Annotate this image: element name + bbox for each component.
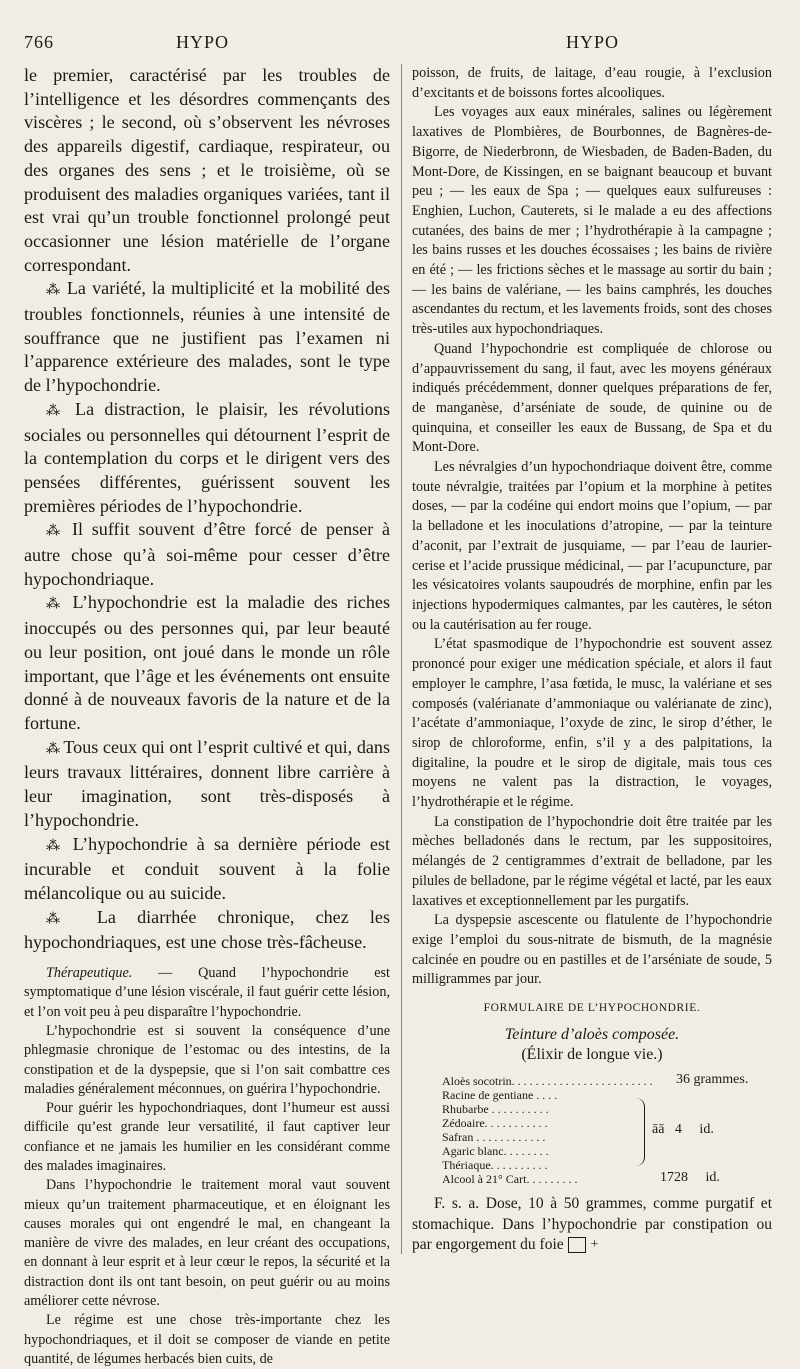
paragraph: poisson, de fruits, de laitage, d’eau rougie, à l’exclusion d’excitants et de boissons fortes alcooliques. — [412, 65, 772, 101]
paragraph: ⁂ La variété, la multiplicité et la mobilité des troubles fonctionnels, réunies à une intensité de souffrance que ne justifient pas l’examen ni l’apparence extérieure des malades, sont le type de l’hypochondrie. — [24, 278, 390, 396]
formulary-title: FORMULAIRE DE L’HYPOCHONDRIE. — [483, 1002, 701, 1015]
paragraph: La constipation de l’hypochondrie doit être traitée par les mèches belladonés dans le rectum, par les suppositoires, mélangés de 2 centigrammes d’extrait de belladone, par les pilules de belladone, par le régime végétal et lacté, par les eaux laxatives et exceptionnellement par les purgatifs. — [412, 813, 772, 909]
paragraph: Les névralgies d’un hypochondriaque doivent être, comme toute névralgie, traitées par l’opium et la morphine à petites doses, — par la codéine qui endort moins que l’opium, — par la belladone et les inoculations d’atropine, — par la teinture d’aconit, par l’extrait de jusquiame, — par l’eau de laurier-cerise et l’acide prussique médicinal, — par l’acupuncture, par les vésicatoires volants saupoudrés de morphine, enfin par les injections hypodermiques calmantes, par les cautères, le séton ou la cautérisation au fer rouge. — [412, 459, 772, 633]
paragraph: La dyspepsie ascescente ou flatulente de l’hypochondrie exige l’emploi du sous-nitrate de bismuth, de la magnésie calcinée en poudre ou en pastilles et de l’arséniate de soude, 5 milligrammes par jour. — [412, 912, 772, 988]
asterism-icon: ⁂ — [46, 403, 65, 419]
asterism-icon: ⁂ — [46, 741, 60, 757]
paragraph: le premier, caractérisé par les troubles de l’intelligence et les désordres commençants des viscères ; le second, où s’observent les névroses des appareils digestif, cardiaque, respirateur, ou des organes des sens ; et le troisième, où se produisent des maladies organiques variées, tant il est vrai qu’un trouble fonctionnel prolongé peut occasionner une lésion matérielle de l’organe correspondant. — [24, 65, 390, 275]
ingredient-quantity: āā 4 id. — [652, 1122, 714, 1138]
paragraph: ⁂ L’hypochondrie à sa dernière période est incurable et conduit souvent à la folie mélancolique ou au suicide. — [24, 833, 391, 903]
ingredient: Thériaque. . . . . . . . . . — [442, 1158, 548, 1173]
section-label: Thérapeutique. — [46, 965, 133, 982]
right-column — [412, 64, 772, 1256]
asterism-icon: ⁂ — [46, 283, 61, 299]
paragraph: ⁂ Tous ceux qui ont l’esprit cultivé et qui, dans leurs travaux littéraires, donnent libre carrière à leur imagination, sont très-disposés à l’hypochondrie. — [24, 736, 390, 830]
ingredient-quantity: 36 grammes. — [676, 1072, 749, 1088]
paragraph: ⁂ Il suffit souvent d’être forcé de penser à autre chose qu’à soi-même pour cesser d’être hypochondriaque. — [24, 519, 391, 589]
ingredient: Safran . . . . . . . . . . . . — [442, 1130, 546, 1145]
ingredient: Agaric blanc. . . . . . . . — [442, 1144, 549, 1159]
ingredient-quantity: 1728 id. — [660, 1170, 720, 1186]
paragraph: ⁂ L’hypochondrie est la maladie des riches inoccupés ou des personnes qui, par leur beauté ou leur position, ont joué dans le monde un rôle important, que l’âge et les événements ont ensuite donné à de nouveaux favoris de la nature et de la fortune. — [24, 592, 390, 733]
recipe-table — [412, 1074, 772, 1186]
ingredient: Zédoaire. . . . . . . . . . . — [442, 1116, 548, 1131]
paragraph: L’hypochondrie est si souvent la conséquence d’une phlegmasie chronique de l’estomac ou des intestins, de la constipation et de la dyspepsie, que si l’on sait combattre ces maladies généralement méconnues, on guérira l’hypochondrie. — [24, 1022, 390, 1097]
asterism-icon: ⁂ — [46, 524, 64, 540]
paragraph: Les voyages aux eaux minérales, salines ou légèrement laxatives de Plombières, de Bourbonnes, de Bagnères-de-Bigorre, de Niederbronn, de Wiesbaden, de Baden-Baden, du Mont-Dore, de Kissingen, en se baignant beaucoup et buvant peu ; — les eaux de Spa ; — quelques eaux sulfureuses : Enghien, Luchon, Cauterets, si le malade a eu des affections cutanées, des bains de mer ; l’hydrothérapie à la campagne ; les bains russes et les douches écossaises ; les bains de rivière en été ; — les frictions sèches et le massage au sortir du bain ; — les bains de valériane, — les bains camphrés, les douches ascendantes du rectum, et les lavements froids, sont des choses très-utiles aux hypochondriaques. — [412, 104, 772, 338]
ingredient: Alcool à 21° Cart. . . . . . . . . — [442, 1172, 578, 1187]
paragraph: Le régime est une chose très-importante chez les hypochondriaques, et il doit se composer de viande en petite quantité, de légumes herbacés bien cuits, de — [24, 1312, 390, 1367]
asterism-icon: ⁂ — [46, 838, 64, 854]
column-divider — [401, 64, 402, 1254]
paragraph: Quand l’hypochondrie est compliquée de chlorose ou d’appauvrissement du sang, il faut, avec les moyens généraux indiqués précédemment, donner quelques préparations de fer, de manganèse, d’arséniate de soude, de quinine ou de quinquina, et conseiller les eaux de Bussang, de Spa et du Mont-Dore. — [412, 340, 772, 456]
asterism-icon: ⁂ — [46, 911, 76, 927]
page-number: 766 — [24, 32, 54, 52]
left-column — [24, 64, 390, 1369]
paragraph: Pour guérir les hypochondriaques, dont l’humeur est aussi difficile qu’est grande leur versatilité, il faut captiver leur confiance et ne jamais les humilier en les considérant comme des malades imaginaires. — [24, 1100, 390, 1174]
paragraph: L’état spasmodique de l’hypochondrie est souvent assez prononcé pour exiger une médication spéciale, et alors il faut employer le camphre, l’asa fœtida, le musc, la valériane et ses composés (valérianate d’ammoniaque ou valérianate de zinc), l’acétate d’ammoniaque, l’oxyde de zinc, le sirop d’éther, le sirop de chloroforme, enfin, s’il y a des palpitations, la digitaline, la poudre et le sirop de digitale, mais tous ces moyens ne valent pas la distraction, le voyages, l’hydrothérapie et le régime. — [412, 636, 772, 811]
ingredient: Racine de gentiane . . . . — [442, 1088, 558, 1103]
recipe-subtitle: (Élixir de longue vie.) — [521, 1046, 663, 1064]
paragraph: F. s. a. Dose, 10 à 50 grammes, comme purgatif et stomachique. Dans l’hypochondrie par constipation ou par engorgement du foie + — [412, 1195, 772, 1254]
running-head-right: HYPO — [566, 32, 620, 52]
running-head-left: HYPO — [176, 32, 230, 52]
paragraph: ⁂ La diarrhée chronique, chez les hypochondriaques, est une chose très-fâcheuse. — [24, 906, 390, 953]
end-mark-icon: + — [568, 1237, 586, 1253]
paragraph: Thérapeutique. — Quand l’hypochondrie est symptomatique d’une lésion viscérale, il faut guérir cette lésion, et l’on voit peu à peu disparaître l’hypochondrie. — [24, 965, 390, 1020]
recipe-title: Teinture d’aloès composée. — [504, 1026, 680, 1044]
paragraph: Dans l’hypochondrie le traitement moral vaut souvent mieux qu’un traitement pharmaceutique, et en éloignant les causes morales qui ont engendré le mal, en changeant la manière de vivre des malades, en leur créant des occupations, en donnant à leur esprit et à leur cœur le repos, la sécurité et la distraction dont ils ont tant besoin, on peut guérir ou au moins améliorer cette névrose. — [24, 1177, 390, 1310]
brace-icon — [636, 1098, 645, 1166]
ingredient: Rhubarbe . . . . . . . . . . — [442, 1102, 549, 1117]
ingredient: Aloès socotrin. . . . . . . . . . . . . . . . . . . . . . . . — [442, 1074, 653, 1089]
paragraph: ⁂ La distraction, le plaisir, les révolutions sociales ou personnelles qui détournent l’esprit de la contemplation du corps et le dirigent vers des pensées différentes, guérissent souvent les premières périodes de l’hypochondrie. — [24, 398, 391, 516]
asterism-icon: ⁂ — [46, 597, 64, 613]
